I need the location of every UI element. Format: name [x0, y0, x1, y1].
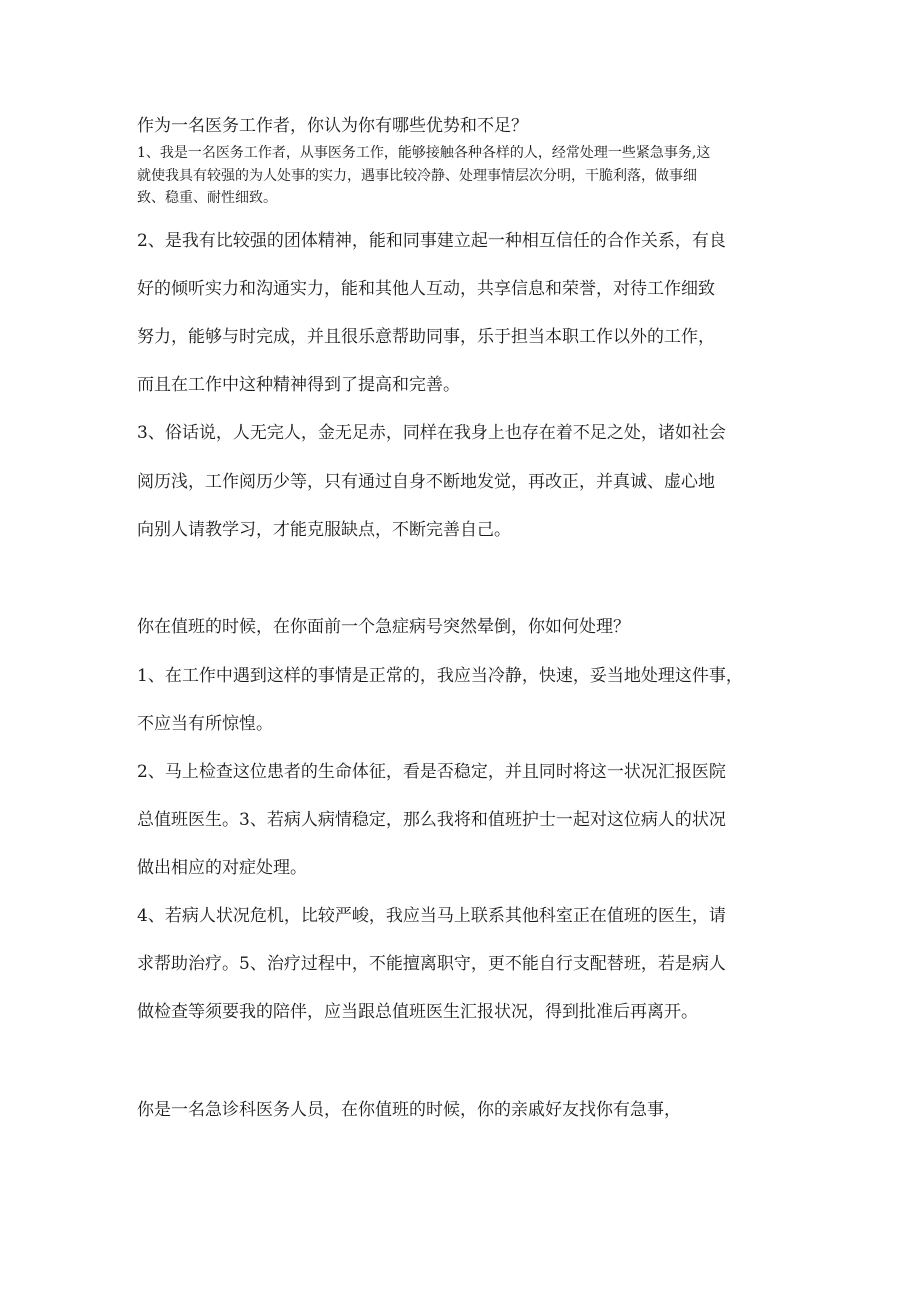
answer-2-line-8: 做检查等须要我的陪伴，应当跟总值班医生汇报状况，得到批准后再离开。 [137, 1002, 698, 1022]
question-2: 你在值班的时候，在你面前一个急症病号突然晕倒，你如何处理？ [137, 617, 630, 637]
answer-1-small-line-1: 1、我是一名医务工作者，从事医务工作，能够接触各种各样的人，经常处理一些紧急事务,这 [137, 145, 711, 161]
answer-2-line-7: 求帮助治疗。5、治疗过程中，不能擅离职守，更不能自行支配替班，若是病人 [137, 954, 726, 974]
answer-1-line-3: 努力，能够与时完成，并且很乐意帮助同事，乐于担当本职工作以外的工作， [137, 327, 715, 347]
answer-1-line-6: 阅历浅，工作阅历少等，只有通过自身不断地发觉，再改正，并真诚、虚心地 [137, 472, 715, 492]
answer-1-line-5: 3、俗话说，人无完人，金无足赤，同样在我身上也存在着不足之处，诸如社会 [137, 423, 726, 443]
answer-2-line-4: 总值班医生。3、若病人病情稳定，那么我将和值班护士一起对这位病人的状况 [137, 810, 726, 830]
answer-1-line-7: 向别人请教学习，才能克服缺点，不断完善自己。 [137, 520, 511, 540]
answer-1-small-line-3: 致、稳重、耐性细致。 [137, 190, 277, 206]
question-3: 你是一名急诊科医务人员，在你值班的时候，你的亲戚好友找你有急事， [137, 1100, 681, 1120]
answer-1-line-4: 而且在工作中这种精神得到了提高和完善。 [137, 375, 460, 395]
question-1: 作为一名医务工作者，你认为你有哪些优势和不足？ [137, 116, 528, 136]
answer-1-line-2: 好的倾听实力和沟通实力，能和其他人互动，共享信息和荣誉，对待工作细致 [137, 279, 715, 299]
answer-1-line-1: 2、是我有比较强的团体精神，能和同事建立起一种相互信任的合作关系，有良 [137, 231, 726, 251]
answer-2-line-1: 1、在工作中遇到这样的事情是正常的，我应当冷静，快速，妥当地处理这件事， [137, 666, 743, 686]
answer-2-line-6: 4、若病人状况危机，比较严峻，我应当马上联系其他科室正在值班的医生，请 [137, 906, 726, 926]
answer-2-line-2: 不应当有所惊惶。 [137, 714, 273, 734]
answer-2-line-3: 2、马上检查这位患者的生命体征，看是否稳定，并且同时将这一状况汇报医院 [137, 762, 726, 782]
answer-2-line-5: 做出相应的对症处理。 [137, 858, 307, 878]
answer-1-small-line-2: 就使我具有较强的为人处事的实力，遇事比较冷静、处理事情层次分明，干脆利落，做事细 [137, 168, 697, 184]
